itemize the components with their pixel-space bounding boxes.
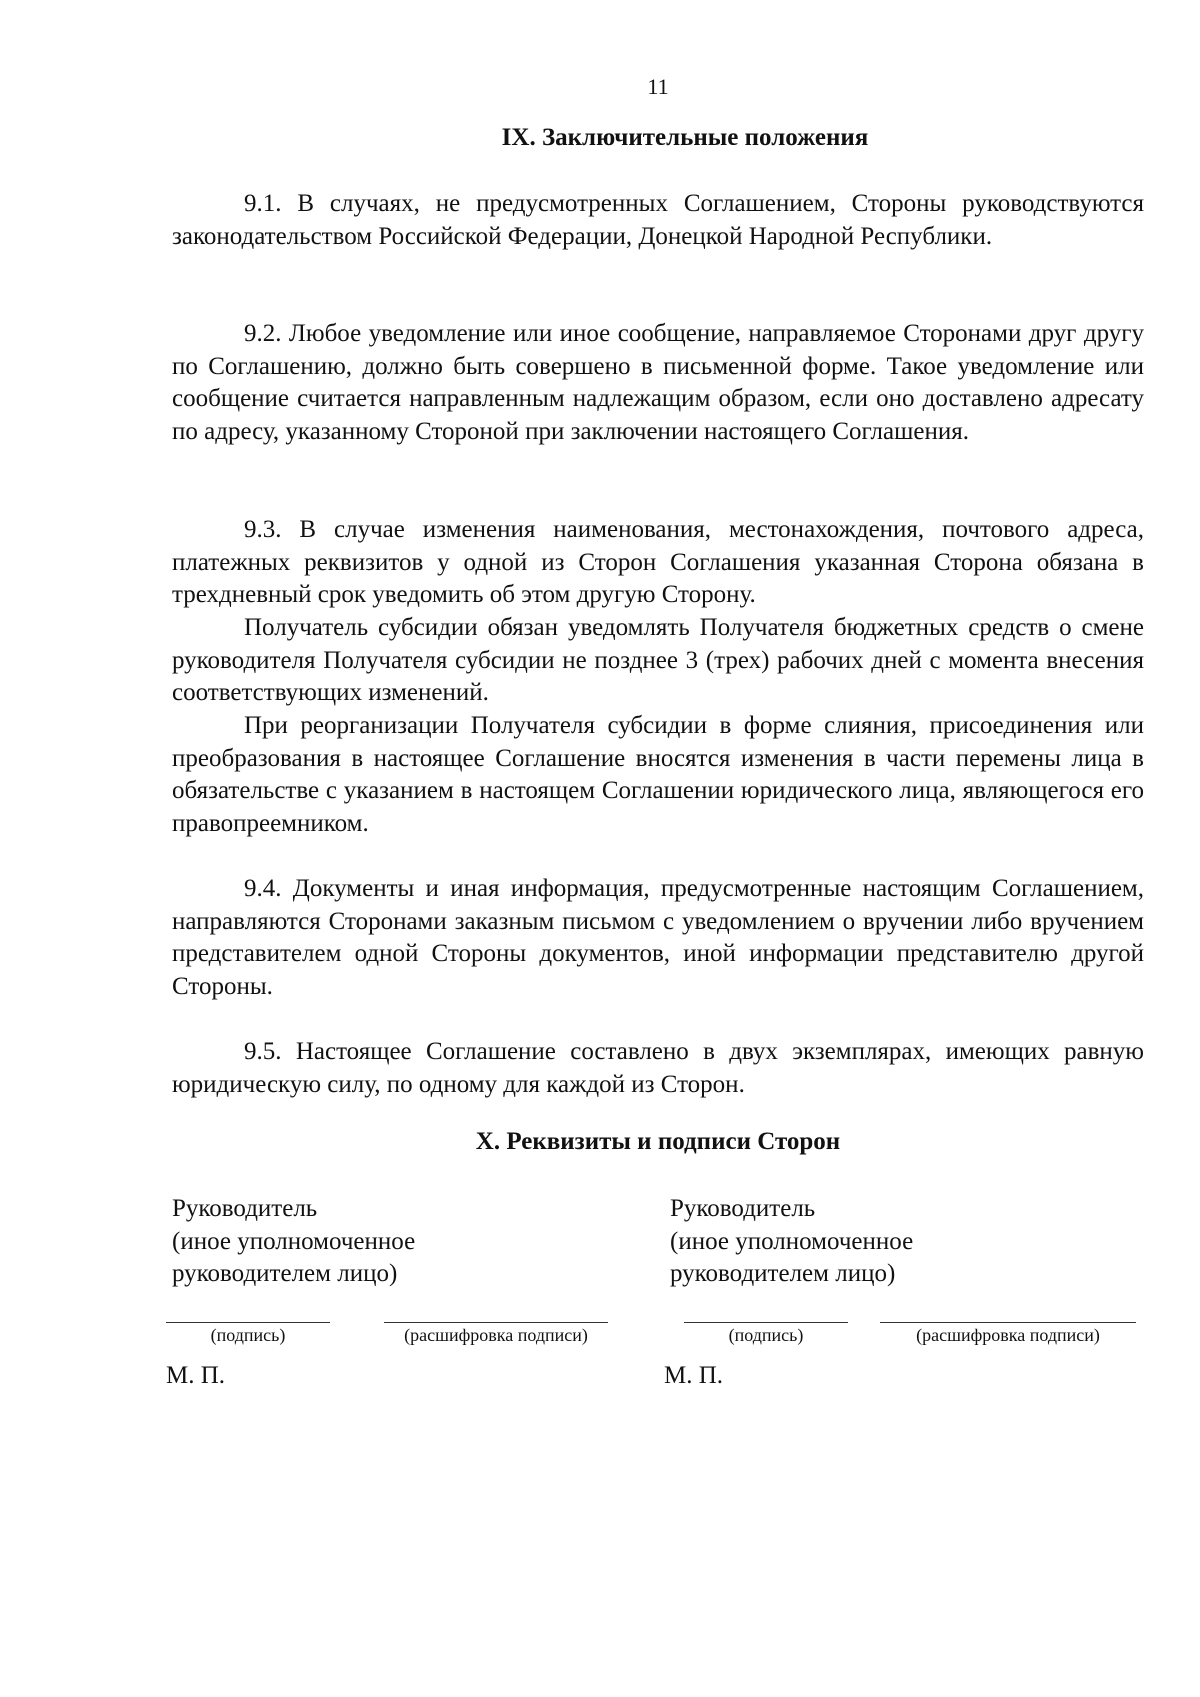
signatory-left-role: Руководитель <box>172 1195 318 1222</box>
section-9-title: IX. Заключительные положения <box>501 124 869 151</box>
right-decode-caption: (расшифровка подписи) <box>916 1325 1100 1345</box>
left-decode-line <box>384 1322 608 1323</box>
signatory-left-role-note-2: руководителем лицо) <box>172 1260 398 1287</box>
left-signature-caption: (подпись) <box>210 1325 286 1345</box>
right-signature-caption: (подпись) <box>728 1325 804 1345</box>
paragraph-9-3: 9.3. В случае изменения наименования, местонахождения, почтового адреса, платежных реквизитов у одной из Сторон Соглашения указанная Сторона обязана в трехдневный срок уведомить об этом другую Сторону. <box>172 516 1144 608</box>
section-10-title: X. Реквизиты и подписи Сторон <box>475 1128 841 1155</box>
signatory-right-role: Руководитель <box>670 1195 816 1222</box>
paragraph-9-2: 9.2. Любое уведомление или иное сообщение, направляемое Сторонами друг другу по Соглашению, должно быть совершено в письменной форме. Такое уведомление или сообщение считается направленным надлежащим образом, если оно доставлено адресату по адресу, указанному Стороной при заключении настоящего Соглашения. <box>172 320 1144 445</box>
right-signature-line <box>684 1322 848 1323</box>
left-stamp-place: М. П. <box>166 1362 226 1389</box>
left-decode-caption: (расшифровка подписи) <box>404 1325 588 1345</box>
signatory-right-role-note-2: руководителем лицо) <box>670 1260 896 1287</box>
signatory-right-role-note-1: (иное уполномоченное <box>670 1227 914 1255</box>
paragraph-9-1: 9.1. В случаях, не предусмотренных Соглашением, Стороны руководствуются законодательством Российской Федерации, Донецкой Народной Республики. <box>172 190 1144 250</box>
left-signature-line <box>166 1322 330 1323</box>
right-decode-line <box>880 1322 1136 1323</box>
signatory-left-role-note-1: (иное уполномоченное <box>172 1227 416 1255</box>
right-stamp-place: М. П. <box>664 1362 724 1389</box>
paragraph-9-3-reorganization: При реорганизации Получателя субсидии в форме слияния, присоединения или преобразования в настоящее Соглашение вносятся изменения в части перемены лица в обязательстве с указанием в настоящем Соглашении юридического лица, являющегося его правопреемником. <box>172 712 1144 837</box>
paragraph-9-5: 9.5. Настоящее Соглашение составлено в двух экземплярах, имеющих равную юридическую силу, по одному для каждой из Сторон. <box>172 1038 1144 1098</box>
page-number: 11 <box>647 74 669 99</box>
signatory-right <box>670 1193 1090 1291</box>
paragraph-9-4: 9.4. Документы и иная информация, предусмотренные настоящим Соглашением, направляются Сторонами заказным письмом с уведомлением о вручении либо вручением представителем одной Стороны документов, иной информации представителю другой Стороны. <box>172 875 1144 1000</box>
signatory-left <box>172 1193 592 1291</box>
paragraph-9-3-recipient-notice: Получатель субсидии обязан уведомлять Получателя бюджетных средств о смене руководителя Получателя субсидии не позднее 3 (трех) рабочих дней с момента внесения соответствующих изменений. <box>172 614 1144 706</box>
